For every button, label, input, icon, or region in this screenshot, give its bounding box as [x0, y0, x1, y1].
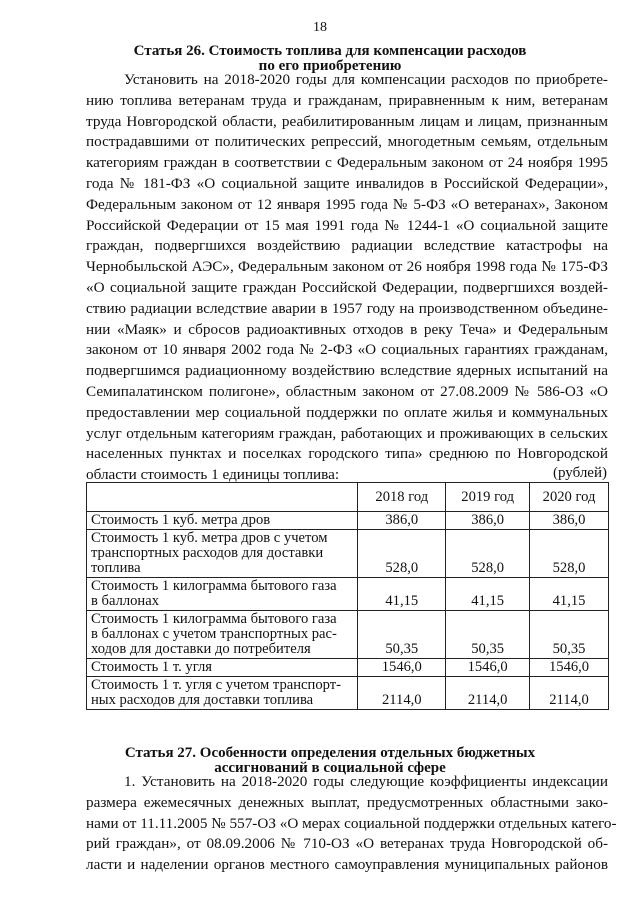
article-26-text: [86, 70, 608, 486]
value-cell: 2114,0: [446, 677, 530, 710]
table-row: [87, 611, 609, 659]
article-26-title-line: по его приобретению: [258, 58, 402, 74]
page-number: 18: [313, 20, 327, 35]
text-line: законом от 10 января 2002 года № 2-ФЗ «О социальных гарантиях гражданам,: [86, 341, 608, 359]
row-label-cell: [87, 659, 358, 677]
text-line: области стоимость 1 единицы топлива:: [86, 466, 340, 484]
row-label-cell: [87, 530, 358, 578]
text-line: размера ежемесячных денежных выплат, предусмотренных областными зако-: [86, 793, 608, 811]
value-cell: 386,0: [530, 512, 609, 530]
value-cell: 1546,0: [358, 659, 446, 677]
text-line: услуг отдельным категориям граждан, работающих и проживающих в сельских: [86, 424, 608, 442]
value-cell: 386,0: [446, 512, 530, 530]
value-cell: 1546,0: [530, 659, 609, 677]
text-line: предоставлении мер социальной поддержки по оплате жилья и коммунальных: [86, 403, 608, 421]
row-label-line: Стоимость 1 килограмма бытового газа: [91, 611, 337, 627]
header-cell: 2019 год: [446, 483, 530, 512]
row-label-cell: [87, 611, 358, 659]
header-cell: [87, 483, 358, 512]
text-line: ствию радиации вследствие аварии в 1957 году на производственном объедине-: [86, 299, 608, 317]
value-cell: 386,0: [358, 512, 446, 530]
table-row: [87, 677, 609, 710]
text-line: 1. Установить на 2018-2020 годы следующие коэффициенты индексации: [124, 773, 608, 790]
row-label-line: ходов для доставки до потребителя: [91, 641, 311, 657]
text-line: нию топлива ветеранам труда и гражданам, приравненным к ним, ветеранам: [86, 91, 608, 109]
text-line: года № 181-ФЗ «О социальной защите инвалидов в Российской Федерации»,: [86, 174, 608, 192]
value-cell: 1546,0: [446, 659, 530, 677]
value-cell: 41,15: [530, 578, 609, 611]
article-27-title-line: ассигнований в социальной сфере: [214, 760, 446, 776]
value-cell: 528,0: [530, 530, 609, 578]
text-line: труда Новгородской области, реабилитированным лицам и лицам, признанным: [86, 112, 608, 130]
row-label-line: топлива: [91, 560, 141, 576]
row-label-line: ных расходов для доставки топлива: [91, 692, 314, 708]
value-cell: 50,35: [358, 611, 446, 659]
value-cell: 528,0: [446, 530, 530, 578]
text-line: пострадавшими от политических репрессий, многодетным семьям, отдельным: [86, 133, 608, 151]
value-cell: 528,0: [358, 530, 446, 578]
header-cell: 2020 год: [530, 483, 609, 512]
text-line: Установить на 2018-2020 годы для компенсации расходов по приобрете-: [124, 71, 608, 88]
text-line: рий граждан», от 08.09.2006 № 710-ОЗ «О ветеранах труда Новгородской об-: [86, 835, 608, 853]
text-line: «О социальной защите граждан Российской Федерации, подвергшихся воздей-: [86, 278, 608, 296]
row-label-line: Стоимость 1 килограмма бытового газа: [91, 578, 337, 594]
fuel-cost-table: [86, 482, 609, 710]
text-line: Семипалатинском полигоне», областным законом от 27.08.2009 № 586-ОЗ «О: [86, 382, 608, 400]
table-row: [87, 659, 609, 677]
header-cell: 2018 год: [358, 483, 446, 512]
text-line: Чернобыльской АЭС», Федеральным законом от 26 ноября 1998 года № 175-ФЗ: [86, 258, 608, 276]
value-cell: 2114,0: [358, 677, 446, 710]
row-label-line: в баллонах с учетом транспортных рас-: [91, 626, 337, 642]
table-row: [87, 530, 609, 578]
row-label-cell: [87, 677, 358, 710]
text-line: ласти и наделении органов местного самоуправления муниципальных районов: [86, 856, 608, 874]
value-cell: 2114,0: [530, 677, 609, 710]
value-cell: 41,15: [358, 578, 446, 611]
value-cell: 50,35: [530, 611, 609, 659]
text-line: Федеральным законом от 12 января 1995 года № 5-ФЗ «О ветеранах», Законом: [86, 195, 608, 213]
table-row: [87, 512, 609, 530]
text-line: Российской Федерации от 15 мая 1991 года № 1244-1 «О социальной защите: [86, 216, 608, 234]
row-label-cell: [87, 512, 358, 530]
text-line: подвергшимся радиационному воздействию вследствие ядерных испытаний на: [86, 362, 608, 380]
table-row: [87, 578, 609, 611]
row-label-line: Стоимость 1 т. угля: [91, 659, 212, 675]
text-line: граждан, подвергшихся воздействию радиации вследствие катастрофы на: [86, 237, 608, 255]
row-label-line: Стоимость 1 куб. метра дров: [91, 512, 271, 528]
article-27-title-line: Статья 27. Особенности определения отдельных бюджетных: [124, 745, 536, 761]
value-cell: 41,15: [446, 578, 530, 611]
text-line: населенных пунктах и поселках городского типа» среднюю по Новгородской: [86, 445, 608, 463]
text-line: категориям граждан в соответствии с Федеральным законом от 24 ноября 1995: [86, 154, 608, 172]
table-unit: (рублей): [552, 465, 607, 481]
text-line: нии «Маяк» и сбросов радиоактивных отходов в реку Теча» и Федеральным: [86, 320, 608, 338]
row-label-line: в баллонах: [91, 593, 160, 609]
row-label-line: транспортных расходов для доставки: [91, 545, 324, 561]
value-cell: 50,35: [446, 611, 530, 659]
article-26-title-line: Статья 26. Стоимость топлива для компенсации расходов: [133, 43, 527, 59]
text-line: нами от 11.11.2005 № 557-ОЗ «О мерах социальной поддержки отдельных катего-: [86, 814, 617, 832]
article-27-text: [86, 772, 617, 876]
row-label-line: Стоимость 1 т. угля с учетом транспорт-: [91, 677, 341, 693]
row-label-line: Стоимость 1 куб. метра дров с учетом: [91, 530, 328, 546]
row-label-cell: [87, 578, 358, 611]
table-header-row: [87, 483, 609, 512]
